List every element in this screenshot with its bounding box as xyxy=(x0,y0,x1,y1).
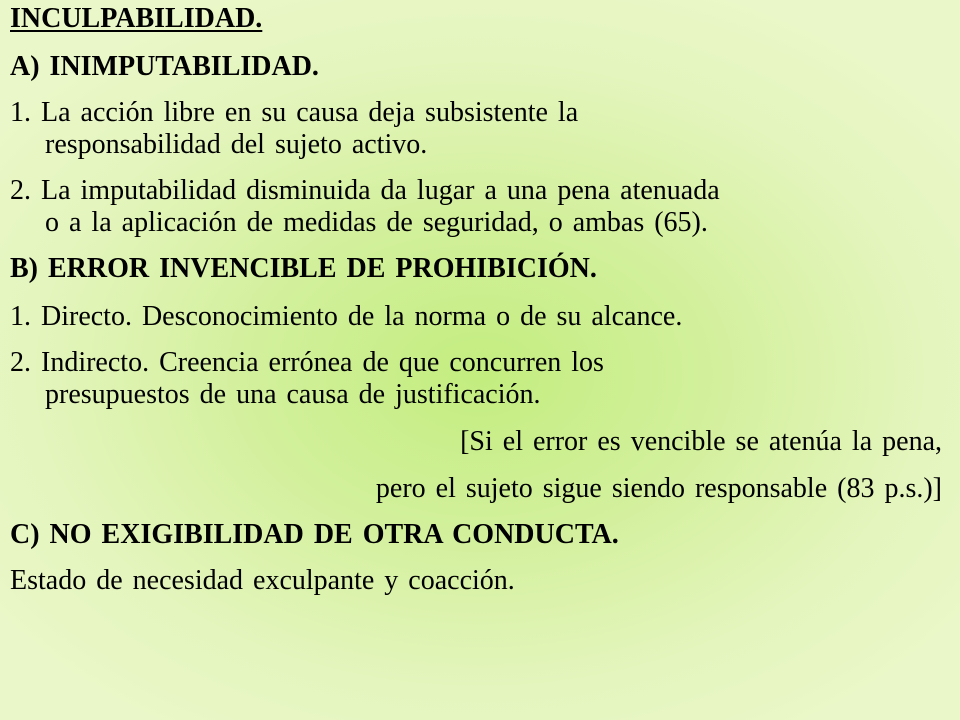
section-c-text: Estado de necesidad exculpante y coacción. xyxy=(10,565,515,596)
section-a-item1-line2: responsabilidad del sujeto activo. xyxy=(45,129,428,160)
slide-title: INCULPABILIDAD. xyxy=(10,3,263,34)
section-b-item2-line1: 2. Indirecto. Creencia errónea de que concurren los xyxy=(10,347,604,378)
section-b-item2-line2: presupuestos de una causa de justificación. xyxy=(45,379,541,410)
section-a-item1-line1: 1. La acción libre en su causa deja subsistente la xyxy=(10,97,579,128)
section-a-item2-line2: o a la aplicación de medidas de seguridad, o ambas (65). xyxy=(45,207,708,238)
section-b-note-line2: pero el sujeto sigue siendo responsable (83 p.s.)] xyxy=(375,473,942,504)
section-a-heading: A) INIMPUTABILIDAD. xyxy=(10,51,319,82)
section-b-item1: 1. Directo. Desconocimiento de la norma o de su alcance. xyxy=(10,301,683,332)
section-a-item2-line1: 2. La imputabilidad disminuida da lugar a una pena atenuada xyxy=(10,175,720,206)
section-b-note-line1: [Si el error es vencible se atenúa la pena, xyxy=(460,426,942,457)
section-b-heading: B) ERROR INVENCIBLE DE PROHIBICIÓN. xyxy=(10,253,597,284)
section-c-heading: C) NO EXIGIBILIDAD DE OTRA CONDUCTA. xyxy=(10,519,619,550)
